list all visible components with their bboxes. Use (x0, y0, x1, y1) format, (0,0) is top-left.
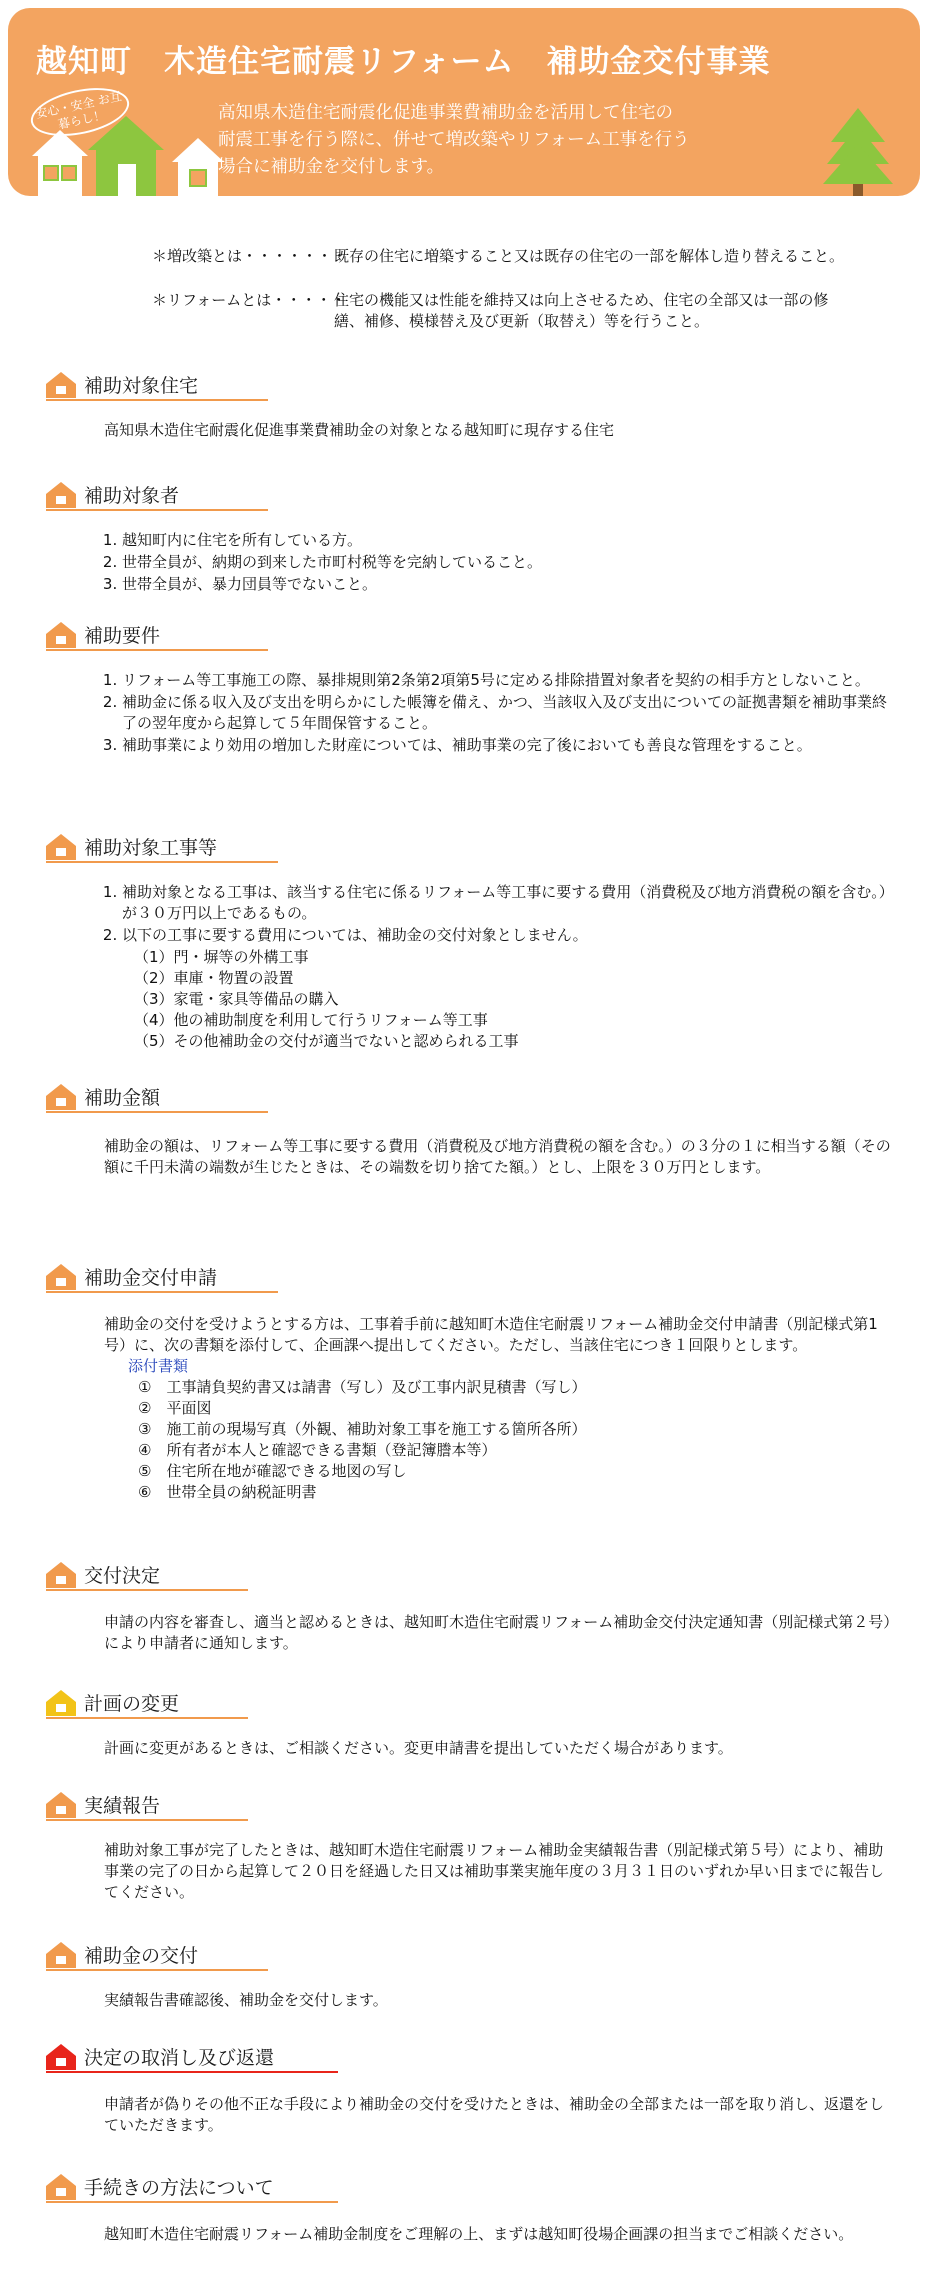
definition-term: ＊リフォームとは・・・・・ (152, 291, 347, 309)
definition-reform (152, 290, 852, 334)
section-heading-plan-change: 計画の変更 (46, 1688, 256, 1718)
houses-illustration-icon (30, 116, 230, 196)
section-heading-amount: 補助金額 (46, 1082, 276, 1112)
house-icon (46, 2174, 76, 2200)
target-housing-text: 高知県木造住宅耐震化促進事業費補助金の対象となる越知町に現存する住宅 (104, 421, 615, 439)
payment-text: 実績報告書確認後、補助金を交付します。 (104, 1991, 388, 2009)
definition-term: ＊増改築とは・・・・・・・ (152, 247, 348, 265)
section-heading-payment: 補助金の交付 (46, 1940, 276, 1970)
list-item: （3）家電・家具等備品の購入 (134, 990, 339, 1008)
house-icon (46, 1792, 76, 1818)
procedure-text: 越知町木造住宅耐震リフォーム補助金制度をご理解の上、まずは越知町役場企画課の担当までご相談ください。 (104, 2225, 854, 2243)
list-item: ③ 施工前の現場写真（外観、補助対象工事を施工する箇所各所） (138, 1420, 587, 1438)
definition-extension (152, 246, 852, 290)
section-heading-eligible-works: 補助対象工事等 (46, 832, 286, 862)
section-heading-report: 実績報告 (46, 1790, 256, 1820)
tree-icon (823, 108, 893, 196)
attachments (104, 1356, 894, 1503)
list-item: ② 平面図 (138, 1399, 212, 1417)
section-heading-procedure: 手続きの方法について (46, 2172, 346, 2202)
house-icon (46, 2044, 76, 2070)
house-icon (46, 834, 76, 860)
section-heading-application: 補助金交付申請 (46, 1262, 286, 1292)
section-heading-eligible-persons: 補助対象者 (46, 480, 276, 510)
list-item: 2. 以下の工事に要する費用については、補助金の交付対象としません。 (122, 925, 898, 946)
list-item: 2. 補助金に係る収入及び支出を明らかにした帳簿を備え、かつ、当該収入及び支出についての証拠書類を補助事業終了の翌年度から起算して５年間保管すること。 (122, 692, 898, 734)
report-text: 補助対象工事が完了したときは、越知町木造住宅耐震リフォーム補助金実績報告書（別記様式第５号）により、補助事業の完了の日から起算して２０日を経過した日又は補助事業実施年度の３月３１日のいずれか早い日までに報告してください。 (104, 1841, 885, 1901)
house-icon (46, 1562, 76, 1588)
list-item: （4）他の補助制度を利用して行うリフォーム等工事 (134, 1011, 488, 1029)
eligible-persons-list (98, 530, 888, 596)
list-item: ④ 所有者が本人と確認できる書類（登記簿謄本等） (138, 1441, 497, 1459)
application-block (104, 1314, 894, 1503)
section-heading-cancellation: 決定の取消し及び返還 (46, 2042, 346, 2072)
definition-body: 既存の住宅に増築すること又は既存の住宅の一部を解体し造り替えること。 (334, 247, 845, 265)
house-icon (46, 1264, 76, 1290)
application-text: 補助金の交付を受けようとする方は、工事着手前に越知町木造住宅耐震リフォーム補助金交付申請書（別記様式第1号）に、次の書類を添付して、企画課へ提出してください。ただし、当該住宅につき１回限りとします。 (104, 1315, 878, 1354)
list-item: 2. 世帯全員が、納期の到来した市町村税等を完納していること。 (122, 552, 888, 573)
definition-body: 住宅の機能又は性能を維持又は向上させるため、住宅の全部又は一部の修繕、補修、模様替え及び更新（取替え）等を行うこと。 (334, 291, 829, 330)
section-heading-target-housing: 補助対象住宅 (46, 370, 276, 400)
section-heading-requirements: 補助要件 (46, 620, 276, 650)
amount-text: 補助金の額は、リフォーム等工事に要する費用（消費税及び地方消費税の額を含む。）の３分の１に相当する額（その額に千円未満の端数が生じたときは、その端数を切り捨てた額。）とし、上限を３０万円とします。 (104, 1137, 891, 1176)
list-item: 3. 補助事業により効用の増加した財産については、補助事業の完了後においても善良な管理をすること。 (122, 735, 898, 756)
decision-text: 申請の内容を審査し、適当と認めるときは、越知町木造住宅耐震リフォーム補助金交付決定通知書（別記様式第２号）により申請者に通知します。 (104, 1613, 891, 1652)
list-item: ⑤ 住宅所在地が確認できる地図の写し (138, 1462, 407, 1480)
house-icon (46, 1084, 76, 1110)
list-item: ⑥ 世帯全員の納税証明書 (138, 1483, 317, 1501)
house-icon (46, 372, 76, 398)
requirements-list (98, 670, 898, 757)
attachments-title: 添付書類 (128, 1357, 189, 1375)
house-icon (46, 622, 76, 648)
cancellation-text: 申請者が偽りその他不正な手段により補助金の交付を受けたときは、補助金の全部または一部を取り消し、返還をしていただきます。 (104, 2095, 885, 2134)
list-item: 1. リフォーム等工事施工の際、暴排規則第2条第2項第5号に定める排除措置対象者を契約の相手方としないこと。 (122, 670, 898, 691)
slogan-badge: 安心・安全 お互暮らし！ (27, 80, 134, 144)
page-title: 越知町 木造住宅耐震リフォーム 補助金交付事業 (36, 44, 771, 80)
house-icon (46, 1690, 76, 1716)
house-icon (46, 1942, 76, 1968)
list-item: 1. 補助対象となる工事は、該当する住宅に係るリフォーム等工事に要する費用（消費税及び地方消費税の額を含む。）が３０万円以上であるもの。 (122, 882, 898, 924)
list-item: （1）門・塀等の外構工事 (134, 948, 309, 966)
header-banner (8, 8, 920, 196)
list-item: ① 工事請負契約書又は請書（写し）及び工事内訳見積書（写し） (138, 1378, 587, 1396)
plan-change-text: 計画に変更があるときは、ご相談ください。変更申請書を提出していただく場合があります。 (104, 1739, 733, 1757)
list-item: （2）車庫・物置の設置 (134, 969, 294, 987)
banner-description: 高知県木造住宅耐震化促進事業費補助金を活用して住宅の 耐震工事を行う際に、併せて増改築やリフォーム工事を行う 場合に補助金を交付します。 (218, 103, 690, 177)
excluded-works-list (98, 947, 898, 1052)
section-heading-decision: 交付決定 (46, 1560, 256, 1590)
list-item: 3. 世帯全員が、暴力団員等でないこと。 (122, 574, 888, 595)
eligible-works-list (98, 882, 898, 1052)
list-item: （5）その他補助金の交付が適当でないと認められる工事 (134, 1032, 519, 1050)
list-item: 1. 越知町内に住宅を所有している方。 (122, 530, 888, 551)
house-icon (46, 482, 76, 508)
